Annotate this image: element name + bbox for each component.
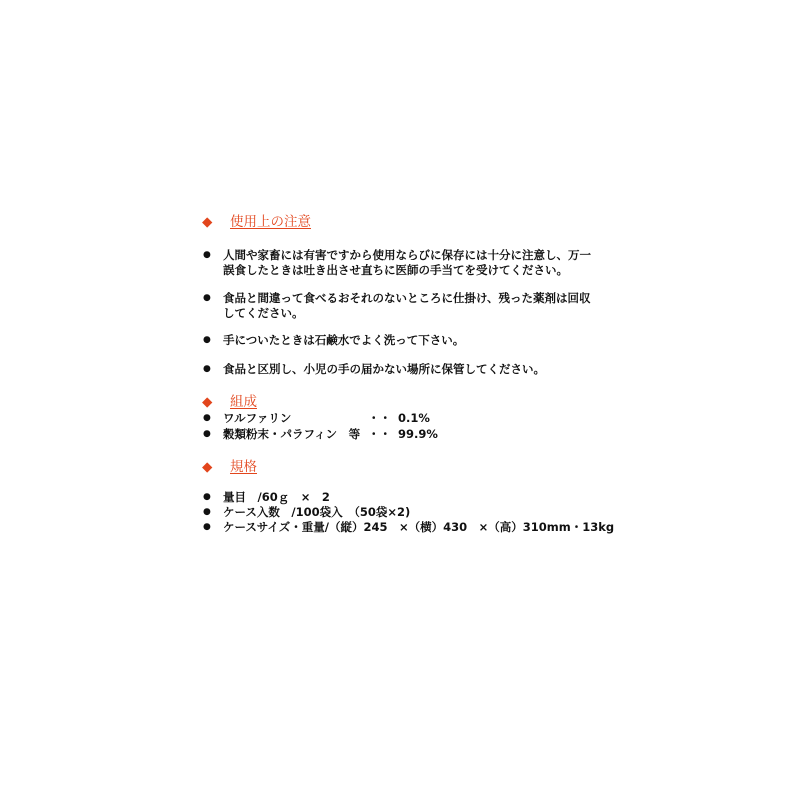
bullet-icon: ● bbox=[203, 507, 211, 517]
bullet-icon: ● bbox=[203, 364, 211, 374]
section-heading-composition bbox=[202, 393, 257, 411]
section-title: 規格 bbox=[230, 459, 257, 475]
section-heading-specs bbox=[202, 458, 257, 476]
composition-name: 穀類粉末・パラフィン 等 bbox=[223, 427, 361, 441]
bullet-icon: ● bbox=[203, 250, 211, 260]
list-item-line: 人間や家畜には有害ですから使用ならびに保存には十分に注意し、万一 bbox=[223, 248, 591, 262]
section-heading-precautions bbox=[202, 213, 311, 231]
composition-value: 99.9% bbox=[398, 427, 438, 441]
list-item-line: 食品と区別し、小児の手の届かない場所に保管してください。 bbox=[223, 362, 545, 376]
bullet-icon: ● bbox=[203, 429, 211, 439]
spec-item: 量目 /60ｇ × 2 bbox=[223, 490, 330, 504]
composition-value: 0.1% bbox=[398, 411, 430, 425]
diamond-icon: ◆ bbox=[202, 459, 213, 475]
bullet-icon: ● bbox=[203, 335, 211, 345]
composition-name: ワルファリン bbox=[223, 411, 292, 425]
spec-item: ケース入数 /100袋入 （50袋×2) bbox=[223, 505, 411, 519]
list-item-line: 誤食したときは吐き出させ直ちに医師の手当てを受けてください。 bbox=[223, 263, 568, 277]
section-title: 組成 bbox=[230, 394, 257, 410]
bullet-icon: ● bbox=[203, 492, 211, 502]
list-item-line: してください。 bbox=[223, 306, 304, 320]
bullet-icon: ● bbox=[203, 522, 211, 532]
list-item-line: 食品と間違って食べるおそれのないところに仕掛け、残った薬剤は回収 bbox=[223, 291, 591, 305]
spec-item: ケースサイズ・重量/（縦）245 ×（横）430 ×（高）310mm・13kg bbox=[223, 520, 615, 534]
composition-separator: ・・ bbox=[368, 411, 391, 425]
list-item-line: 手についたときは石鹸水でよく洗って下さい。 bbox=[223, 333, 465, 347]
composition-separator: ・・ bbox=[368, 427, 391, 441]
bullet-icon: ● bbox=[203, 293, 211, 303]
bullet-icon: ● bbox=[203, 413, 211, 423]
section-title: 使用上の注意 bbox=[230, 214, 311, 230]
diamond-icon: ◆ bbox=[202, 394, 213, 410]
diamond-icon: ◆ bbox=[202, 214, 213, 230]
